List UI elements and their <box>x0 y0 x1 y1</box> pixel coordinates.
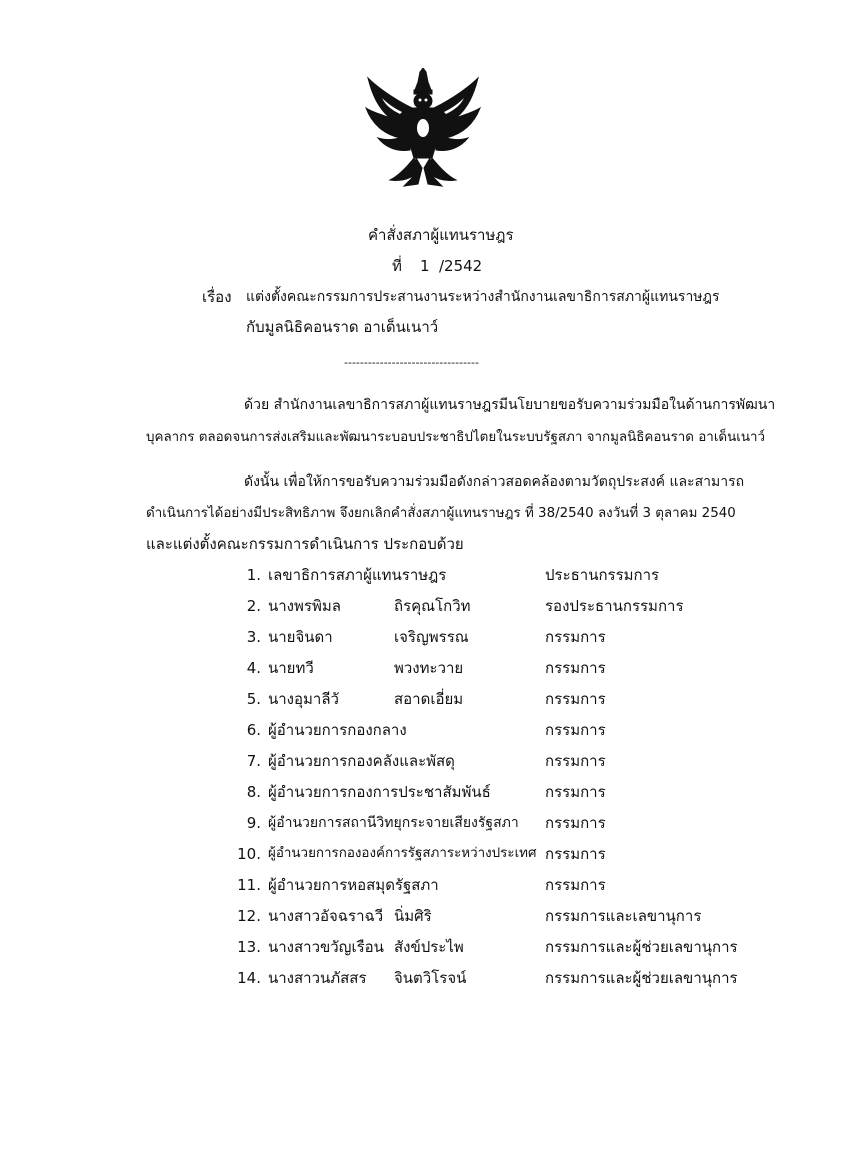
member-name: ผู้อำนวยการหอสมุดรัฐสภา <box>268 876 439 894</box>
item-number: 12. <box>237 907 261 925</box>
item-number: 1. <box>246 566 261 584</box>
member-name: ผู้อำนวยการกองกลาง <box>268 721 407 739</box>
subject-line-1: แต่งตั้งคณะกรรมการประสานงานระหว่างสำนักงานเลขาธิการสภาผู้แทนราษฎร <box>246 289 720 305</box>
member-name: เลขาธิการสภาผู้แทนราษฎร <box>268 566 447 584</box>
member-surname: เจริญพรรณ <box>394 628 469 646</box>
member-name: ผู้อำนวยการกองคลังและพัสดุ <box>268 752 455 770</box>
item-number: 2. <box>246 597 261 615</box>
member-role: กรรมการ <box>545 814 606 832</box>
member-name: นายจินดา <box>268 628 333 646</box>
paragraph-2-line-1: ดังนั้น เพื่อให้การขอรับความร่วมมือดังกล่าวสอดคล้องตามวัตถุประสงค์ และสามารถ <box>244 474 745 490</box>
member-surname: สอาดเอี่ยม <box>394 690 464 708</box>
order-number-prefix: ที่ <box>392 257 402 275</box>
member-role: รองประธานกรรมการ <box>545 597 684 615</box>
divider-line: ---------------------------------- <box>344 356 479 369</box>
item-number: 3. <box>246 628 261 646</box>
member-name: ผู้อำนวยการกองการประชาสัมพันธ์ <box>268 783 491 801</box>
member-role: กรรมการและเลขานุการ <box>545 907 702 925</box>
member-role: ประธานกรรมการ <box>545 566 660 584</box>
member-surname: พวงทะวาย <box>394 659 464 677</box>
item-number: 5. <box>246 690 261 708</box>
item-number: 14. <box>237 969 261 987</box>
subject-line-2: กับมูลนิธิคอนราด อาเด็นเนาว์ <box>246 318 439 336</box>
member-surname: จินตวิโรจน์ <box>394 969 467 987</box>
paragraph-2-line-3: และแต่งตั้งคณะกรรมการดำเนินการ ประกอบด้วย <box>146 535 464 553</box>
member-name: นางอุมาลีวั <box>268 690 339 708</box>
item-number: 4. <box>246 659 261 677</box>
member-role: กรรมการ <box>545 721 606 739</box>
item-number: 11. <box>237 876 261 894</box>
paragraph-1-line-2: บุคลากร ตลอดจนการส่งเสริมและพัฒนาระบอบประชาธิปไตยในระบบรัฐสภา จากมูลนิธิคอนราด อาเด็นเนาว์ <box>146 430 766 445</box>
member-name: นางสาวนภัสสร <box>268 969 367 987</box>
item-number: 6. <box>246 721 261 739</box>
item-number: 8. <box>246 783 261 801</box>
paragraph-1-line-1: ด้วย สำนักงานเลขาธิการสภาผู้แทนราษฎรมีนโยบายขอรับความร่วมมือในด้านการพัฒนา <box>244 397 776 413</box>
list-item <box>0 906 848 930</box>
member-role: กรรมการ <box>545 752 606 770</box>
member-name: นางสาวอัจฉราฉวี <box>268 907 384 925</box>
item-number: 10. <box>237 845 261 863</box>
member-name: ผู้อำนวยการกององค์การรัฐสภาระหว่างประเทศ <box>268 846 537 861</box>
member-role: กรรมการ <box>545 659 606 677</box>
order-number-value: 1 <box>420 257 430 275</box>
member-surname: สังข์ประไพ <box>394 938 464 956</box>
member-name: ผู้อำนวยการสถานีวิทยุกระจายเสียงรัฐสภา <box>268 815 519 831</box>
member-role: กรรมการ <box>545 690 606 708</box>
item-number: 9. <box>246 814 261 832</box>
member-role: กรรมการ <box>545 845 606 863</box>
item-number: 7. <box>246 752 261 770</box>
list-item <box>0 658 848 682</box>
subject-label: เรื่อง <box>202 288 232 306</box>
list-item <box>0 782 848 806</box>
garuda-emblem-icon <box>362 68 484 190</box>
member-name: นายทวี <box>268 659 314 677</box>
list-item <box>0 596 848 620</box>
list-item <box>0 689 848 713</box>
list-item <box>0 875 848 899</box>
list-item <box>0 813 848 837</box>
list-item <box>0 968 848 992</box>
member-role: กรรมการ <box>545 628 606 646</box>
list-item <box>0 751 848 775</box>
order-number-year: /2542 <box>439 257 483 275</box>
member-surname: ถิรคุณโกวิท <box>394 597 471 615</box>
order-title: คำสั่งสภาผู้แทนราษฎร <box>368 226 514 244</box>
member-role: กรรมการ <box>545 876 606 894</box>
item-number: 13. <box>237 938 261 956</box>
list-item <box>0 844 848 868</box>
member-surname: นิ่มศิริ <box>394 907 432 925</box>
list-item <box>0 937 848 961</box>
member-role: กรรมการและผู้ช่วยเลขานุการ <box>545 969 738 987</box>
list-item <box>0 565 848 589</box>
list-item <box>0 627 848 651</box>
paragraph-2-line-2: ดำเนินการได้อย่างมีประสิทธิภาพ จึงยกเลิกคำสั่งสภาผู้แทนราษฎร ที่ 38/2540 ลงวันที่ 3 ตุลาคม 2540 <box>146 506 736 521</box>
member-name: นางพรพิมล <box>268 597 341 615</box>
member-name: นางสาวขวัญเรือน <box>268 938 384 956</box>
member-role: กรรมการและผู้ช่วยเลขานุการ <box>545 938 738 956</box>
list-item <box>0 720 848 744</box>
member-role: กรรมการ <box>545 783 606 801</box>
